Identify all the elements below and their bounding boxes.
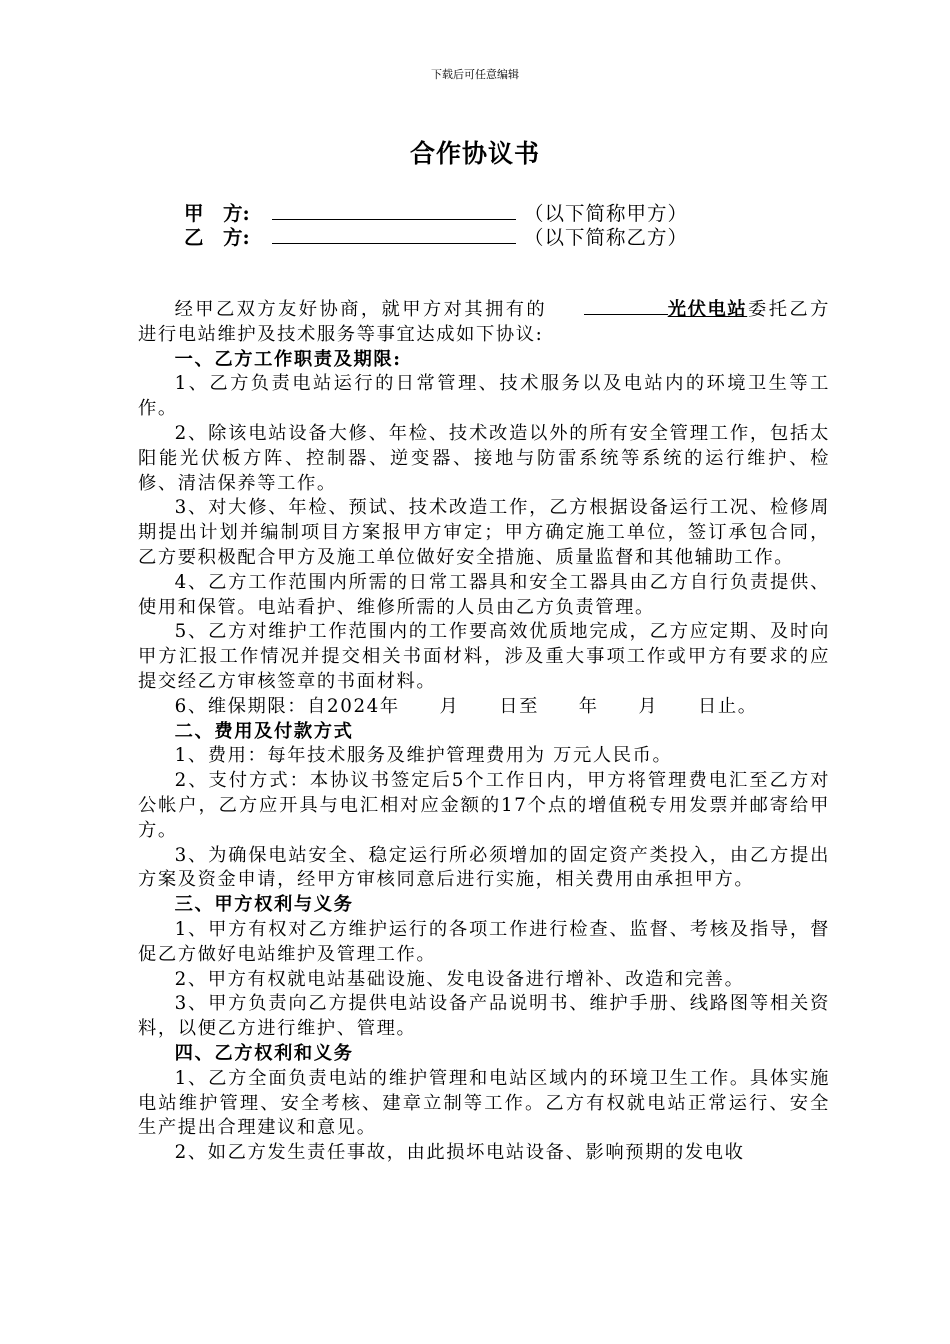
document-title: 合作协议书 [409,139,540,168]
clause-paragraph: 3、对大修、年检、预试、技术改造工作，乙方根据设备运行工况、检修周期提出计划并编制项目方案报甲方审定；甲方确定施工单位，签订承包合同，乙方要积极配合甲方及施工单位做好安全措施、质量监督和其他辅助工作。 [138,497,830,568]
clause-paragraph: 3、为确保电站安全、稳定运行所必须增加的固定资产类投入，由乙方提出方案及资金申请，经甲方审核同意后进行实施，相关费用由承担甲方。 [138,844,830,891]
clause-paragraph: 2、除该电站设备大修、年检、技术改造以外的所有安全管理工作，包括太阳能光伏板方阵、控制器、逆变器、接地与防雷系统等系统的运行维护、检修、清洁保养等工作。 [138,422,830,494]
clause-paragraph: 5、乙方对维护工作范围内的工作要高效优质地完成，乙方应定期、及时向甲方汇报工作情况并提交相关书面材料，涉及重大事项工作或甲方有要求的应提交经乙方审核签章的书面材料。 [138,621,830,692]
party-b-blank [272,224,516,244]
station-blank [584,296,668,315]
station-label: 光伏电站 [667,299,748,320]
clause-paragraph: 4、乙方工作范围内所需的日常工器具和安全工器具由乙方自行负责提供、使用和保管。电站看护、维修所需的人员由乙方负责管理。 [138,571,830,618]
intro-before: 经甲乙双方友好协商，就甲方对其拥有的 [174,299,548,320]
section-heading: 二、费用及付款方式 [174,720,354,742]
party-a-note: （以下简称甲方） [524,202,689,225]
party-b-note: （以下简称乙方） [524,226,689,249]
clause-paragraph: 2、甲方有权就电站基础设施、发电设备进行增补、改造和完善。 [174,968,745,990]
clause-paragraph: 2、如乙方发生责任事故，由此损坏电站设备、影响预期的发电收 [174,1142,745,1164]
clause-paragraph: 3、甲方负责向乙方提供电站设备产品说明书、维护手册、线路图等相关资料，以便乙方进行维护、管理。 [138,993,830,1040]
section-heading: 四、乙方权利和义务 [174,1042,354,1064]
intro-after: 委托乙方进行电站维护及技术服务等事宜达成如下协议: [138,299,830,345]
party-b-label: 乙 方: [184,226,250,249]
clause-paragraph: 1、费用：每年技术服务及维护管理费用为 万元人民币。 [174,745,673,767]
party-b-line [184,224,688,250]
clause-paragraph: 6、维保期限：自2024年 月 日至 年 月 日止。 [174,695,758,717]
party-a-blank [272,200,516,220]
clause-paragraph: 1、甲方有权对乙方维护运行的各项工作进行检查、监督、考核及指导，督促乙方做好电站维护及管理工作。 [138,918,830,965]
clause-paragraph: 2、支付方式：本协议书签定后5个工作日内，甲方将管理费电汇至乙方对公帐户，乙方应开具与电汇相对应金额的17个点的增值税专用发票并邮寄给甲方。 [138,770,830,841]
header-note: 下载后可任意编辑 [431,68,519,81]
section-heading: 三、甲方权利与义务 [174,894,354,916]
intro-paragraph [138,296,830,348]
clause-paragraph: 1、乙方全面负责电站的维护管理和电站区域内的环境卫生工作。具体实施电站维护管理、安全考核、建章立制等工作。乙方有权就电站正常运行、安全生产提出合理建议和意见。 [138,1067,830,1139]
section-heading: 一、乙方工作职责及期限: [174,348,402,370]
party-a-line [184,200,688,226]
station-name [547,296,747,323]
document-body [138,296,830,1166]
party-a-label: 甲 方: [184,202,250,225]
clause-paragraph: 1、乙方负责电站运行的日常管理、技术服务以及电站内的环境卫生等工作。 [138,373,830,420]
